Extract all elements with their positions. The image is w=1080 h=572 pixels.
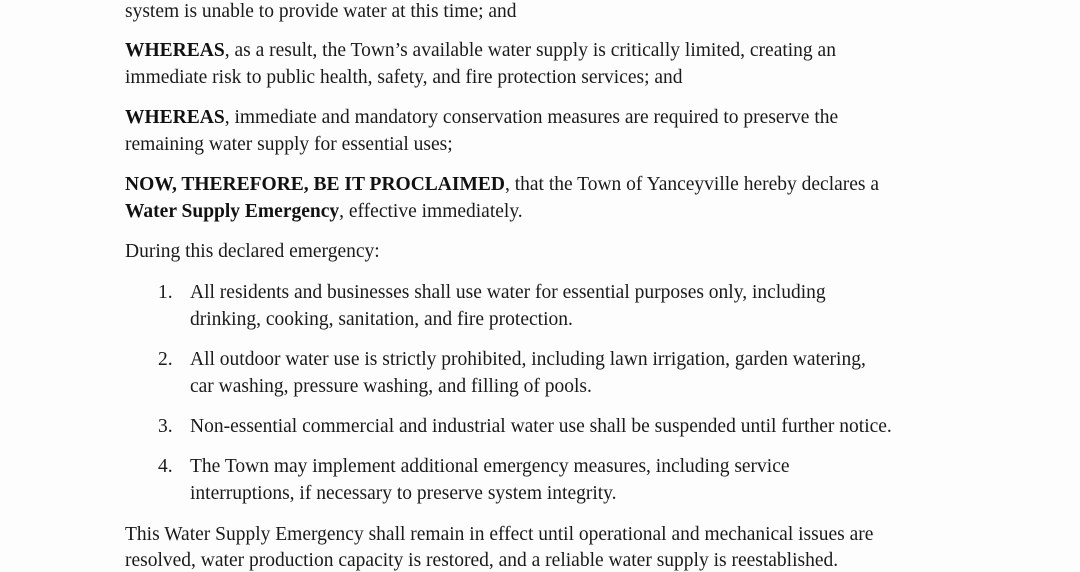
list-number: 3. — [158, 416, 173, 437]
list-number: 1. — [158, 282, 173, 303]
list-item-text: drinking, cooking, sanitation, and fire protection. — [190, 309, 573, 330]
proclamation-text: , that the Town of Yanceyville hereby declares a — [504, 174, 880, 195]
list-number: 4. — [158, 456, 173, 477]
list-intro: During this declared emergency: — [125, 241, 380, 262]
list-item-text: Non-essential commercial and industrial water use shall be suspended until further notice. — [190, 416, 892, 437]
emergency-emphasis: Water Supply Emergency — [125, 201, 340, 222]
list-item-text: All outdoor water use is strictly prohibited, including lawn irrigation, garden watering, — [190, 349, 866, 370]
whereas-2-text: , immediate and mandatory conservation measures are required to preserve the — [224, 107, 839, 128]
proclamation-text-2: , effective immediately. — [339, 201, 523, 222]
whereas-lead: WHEREAS — [125, 107, 225, 128]
list-item-text: car washing, pressure washing, and filling of pools. — [190, 376, 592, 397]
intro-tail: system is unable to provide water at this time; and — [125, 1, 517, 22]
closing-line-1: This Water Supply Emergency shall remain in effect until operational and mechanical issues are — [125, 524, 874, 545]
closing-line-2: resolved, water production capacity is restored, and a reliable water supply is reestablished. — [125, 550, 839, 571]
whereas-2-line-1 — [125, 107, 838, 129]
whereas-2-line-2: remaining water supply for essential uses; — [125, 134, 453, 155]
whereas-1-line-1 — [125, 40, 836, 62]
proclamation-line-2 — [125, 201, 523, 223]
proclamation-line-1 — [125, 174, 879, 196]
proclamation-lead: NOW, THEREFORE, BE IT PROCLAIMED — [125, 174, 505, 195]
list-item-text: All residents and businesses shall use water for essential purposes only, including — [190, 282, 826, 303]
list-number: 2. — [158, 349, 173, 370]
whereas-1-text: , as a result, the Town’s available water supply is critically limited, creating an — [224, 40, 836, 61]
whereas-1-line-2: immediate risk to public health, safety, and fire protection services; and — [125, 67, 683, 88]
list-item-text: The Town may implement additional emergency measures, including service — [190, 456, 790, 477]
list-item-text: interruptions, if necessary to preserve system integrity. — [190, 483, 617, 504]
whereas-lead: WHEREAS — [125, 40, 225, 61]
